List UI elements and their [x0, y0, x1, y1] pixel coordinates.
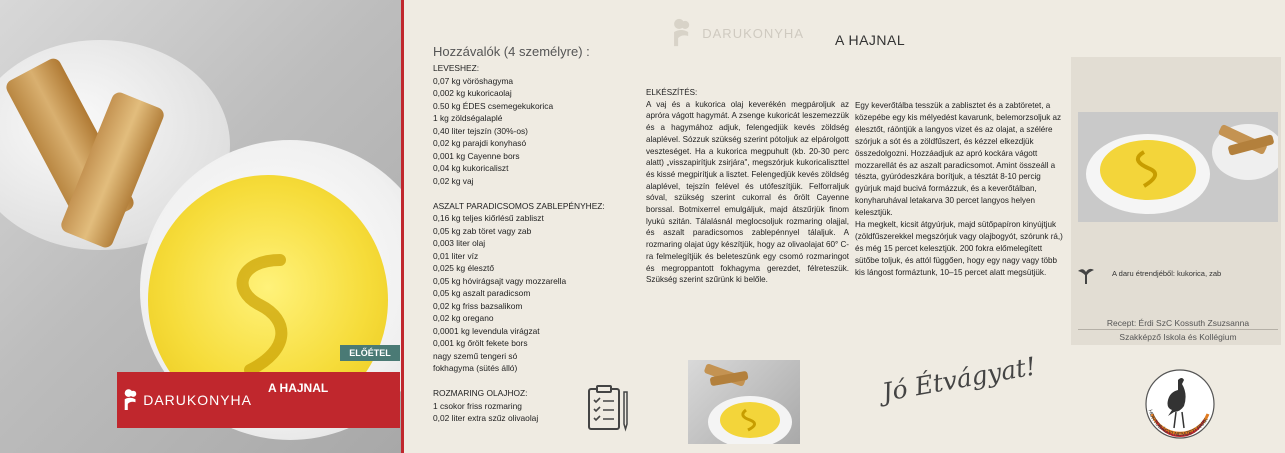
- header-logo: [664, 12, 804, 54]
- greeting-signature: Jó Étvágyat!: [879, 351, 1039, 407]
- ingredient-item: 0.50 kg ÉDES csemegekukorica: [433, 100, 554, 111]
- ingredient-item: nagy szemű tengeri só: [433, 350, 518, 361]
- ingredients-heading: Hozzávalók (4 személyre) :: [433, 44, 590, 59]
- ingredient-item: 0,02 kg parajdi konyhasó: [433, 138, 527, 148]
- ingredient-item: 0,05 kg aszalt paradicsom: [433, 288, 531, 298]
- credit-line-2: Szakképző Iskola és Kollégium: [1119, 331, 1237, 342]
- crane-bird-icon: [1077, 265, 1095, 285]
- ingredient-item: fokhagyma (sütés álló): [433, 363, 518, 373]
- ingredients-list: [433, 62, 623, 425]
- red-divider: [401, 0, 404, 453]
- banner-title: A HAJNAL: [268, 381, 329, 395]
- chef-bird-icon: [117, 383, 143, 417]
- method-column-2: [855, 100, 1065, 279]
- park-logo-text: HORTOBÁGYI NEMZETI PARK: [1146, 408, 1210, 439]
- header-logo-text: DARUKONYHA: [702, 25, 804, 41]
- ingredient-item: 0,05 kg hóvirágsajt vagy mozzarella: [433, 275, 567, 286]
- ingredient-item: 1 kg zöldségalaplé: [433, 113, 503, 123]
- method-text: Egy keverőtálba tesszük a zablisztet és a zabtöretet, a közepébe egy kis mélyedést kavarunk, belemorzsoljuk az élesztőt, ráöntjük a langyos vizet és az olajat, a szélére szórjuk a sót és a zöldfűszert, és kézzel elkezdjük összedolgozni. Hozzáadjuk az apró kockára vágott mozzarellát és az aszalt paradicsomot. Amint összeáll a tészta, gyúródeszkára borítjuk, a tésztát 8-10 percig gyúrjuk majd bucivá formázzuk, és a keverőtálban, konyharuhával letakarva 30 percet langyos helyen kelesztjük.: [855, 101, 1062, 218]
- ingredient-item: 0,025 kg élesztő: [433, 263, 494, 273]
- ingredient-group-label: LEVESHEZ:: [433, 63, 480, 73]
- park-logo: [1138, 362, 1222, 446]
- brand-logo: [117, 372, 252, 428]
- method-heading: ELKÉSZÍTÉS:: [646, 88, 698, 97]
- category-badge: ELŐÉTEL: [340, 345, 400, 361]
- ingredient-item: 0,02 kg friss bazsalikom: [433, 300, 523, 311]
- dish-photo-small: [1078, 112, 1278, 222]
- ingredient-item: 0,02 kg oregano: [433, 313, 494, 323]
- ingredient-item: 0,001 kg Cayenne bors: [433, 150, 520, 161]
- ingredient-item: 0,003 liter olaj: [433, 238, 486, 248]
- ingredient-item: 0,002 kg kukoricaolaj: [433, 88, 512, 98]
- ingredient-item: 0,16 kg teljes kiőrlésű zabliszt: [433, 213, 544, 223]
- method-text: A vaj és a kukorica olaj keverékén megpároljuk az apróra vágott hagymát. A zsenge kukoricát leszemezzük és a hagymához adjuk, felengedjük kevés zöldség alaplével. Sózzuk szükség szerint pótoljuk az elpárolgott veszteséget. Ha a kukorica megpuhult (kb. 20-30 perc alatt) „visszapirítjuk zsirjára", megszórjuk kukoricaliszttel és kissé megpirítjuk a lisztet. Felengedjük kevés zöldség alaplével, tejszín felével és utófeszítjük. Felforraljuk sóval, szükség szerint cukorral és őrölt Cayenne borssal. Botmixerrel emulgáljuk, majd átszűrjük finom lyukú szitán. Tálalásnál meglocsoljuk rozmaring olajjal, és aszalt paradicsomos zablepénnyel tálaljuk. A rozmaring olajat úgy készítjük, hogy az olivaolajat 60° C-ra felmelegítjük és beleteszünk egy csomó rozmaringot és megroppantott fokhagyma gerezdet, félreteszük. Szükség szerint szűrünk ki belőle.: [646, 99, 849, 285]
- ingredient-item: 0,07 kg vöröshagyma: [433, 75, 514, 86]
- ingredient-group-label: ROZMARING OLAJHOZ:: [433, 388, 528, 398]
- method-column-1: [646, 87, 849, 286]
- method-text: Ha megkelt, kicsit átgyúrjuk, majd sütőpapíron kinyújtjuk (zöldfűszerekkel megszórjuk vagy olajbogyót, szórunk rá,) és még 15 percet kelesztjük. 200 fokra előmelegített sütőbe toljuk, és attól függően, hogy egy nagy vagy több kis lángost formáztunk, 10–15 percet alatt megsütjük.: [855, 220, 1063, 277]
- ingredient-group-label: ASZALT PARADICSOMOS ZABLEPÉNYHEZ:: [433, 200, 605, 211]
- ingredient-item: 0,0001 kg levendula virágzat: [433, 325, 540, 336]
- page-title: A HAJNAL: [835, 32, 906, 48]
- ingredient-item: 0,04 kg kukoricaliszt: [433, 163, 509, 173]
- ingredient-item: 0,40 liter tejszín (30%-os): [433, 125, 528, 136]
- recipe-credit: [1078, 317, 1278, 344]
- credit-divider: [1078, 329, 1278, 330]
- chef-bird-icon: [664, 13, 698, 53]
- ingredient-item: 0,05 kg zab töret vagy zab: [433, 225, 532, 236]
- ingredient-item: 0,001 kg őrölt fekete bors: [433, 338, 528, 348]
- dish-thumbnail: [688, 360, 800, 444]
- ingredient-item: 0,01 liter víz: [433, 250, 479, 261]
- crane-diet-note: A daru étrendjéből: kukorica, zab: [1112, 269, 1222, 278]
- ingredient-item: 1 csokor friss rozmaring: [433, 400, 522, 411]
- checklist-icon: [586, 384, 630, 432]
- brand-logo-text: DARUKONYHA: [143, 392, 252, 408]
- oil-swirl: [220, 250, 310, 380]
- ingredient-item: 0,02 liter extra szűz olivaolaj: [433, 413, 539, 423]
- ingredient-item: 0,02 kg vaj: [433, 175, 474, 186]
- credit-line-1: Recept: Érdi SzC Kossuth Zsuzsanna: [1106, 318, 1250, 328]
